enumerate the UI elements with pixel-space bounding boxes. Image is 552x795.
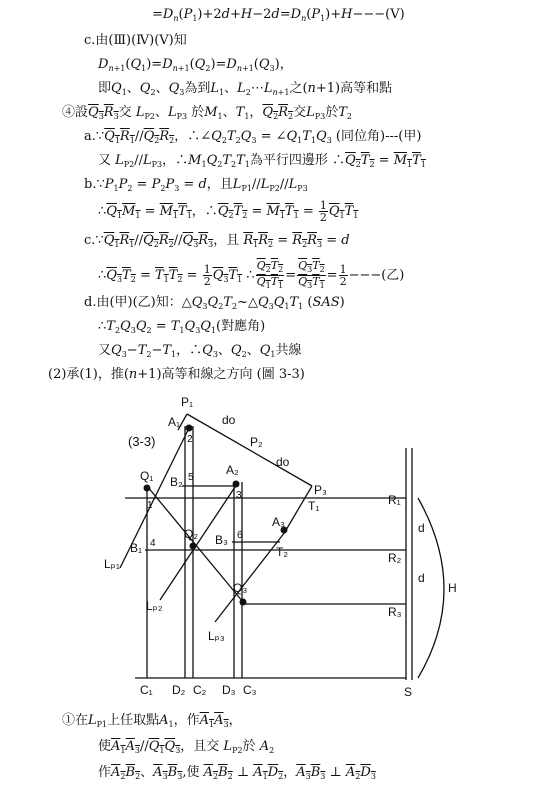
label-c1: C₁ (140, 683, 153, 697)
text-line-5: ④設$Q_3R_3$交 $L_{P2}$、$L_{P3}$ 於$M_1$、$T_1$，$Q_2R_2$交$L_{P3}$於$T_2$ (62, 105, 352, 121)
label-a2: A₂ (226, 463, 239, 477)
num-5: 5 (188, 472, 194, 483)
text-line-17: 使$A_1A_3//Q_1Q_3$，且交 $L_{P2}$於 $A_2$ (98, 739, 275, 755)
text-line-2: c.由(Ⅲ)(Ⅳ)(Ⅴ)知 (84, 33, 187, 48)
text-line-4: 即$Q_1$、$Q_2$、$Q_3$為到$L_1$、$L_2\cdots L_{n+1}$之(n+1)高等和點 (98, 81, 393, 97)
label-r2: R₂ (388, 551, 402, 565)
text-line-14: 又$Q_3-T_2-T_1$，$\therefore Q_3$、$Q_2$、$Q_1$共線 (98, 343, 302, 359)
label-p2: P₂ (250, 435, 263, 449)
label-q3: Q₃ (233, 581, 248, 595)
label-t1: T₁ (308, 499, 320, 513)
text-line-8: $b.\because P_1P_2 = P_2P_3 = d$，且$L_{P1}//L_{P2}//L_{P3}$ (84, 177, 308, 193)
label-b1: B₁ (130, 541, 143, 555)
text-line-6: $a.\because Q_1R_1//Q_2R_2$，$\therefore\angle Q_2T_2Q_3$ = $\angle Q_1T_1Q_3$ (同位角)---(甲) (84, 129, 422, 145)
label-h: H (448, 581, 457, 595)
label-do-lower: do (276, 455, 290, 469)
label-b3: B₃ (215, 533, 228, 547)
label-t2: T₂ (276, 545, 288, 559)
num-4: 4 (150, 538, 156, 549)
label-lp3: Lₚ₃ (208, 629, 225, 643)
text-line-16: ①在$L_{P1}$上任取點$A_1$，作$A_1A_3$， (62, 713, 242, 729)
label-d2: D₂ (172, 683, 186, 697)
label-c3: C₃ (243, 683, 257, 697)
label-q1: Q₁ (140, 469, 154, 483)
label-d-upper: d (418, 521, 425, 535)
label-p3: P₃ (314, 483, 327, 497)
label-r3: R₃ (388, 605, 402, 619)
text-line-10: $c.\because Q_1R_1//Q_2R_2//Q_3R_3$，且 $R_1R_2 = R_2R_3 = d$ (84, 233, 350, 249)
label-b2: B₂ (170, 475, 183, 489)
text-line-7: 又 $L_{P2}//L_{P3}$，$\therefore M_1Q_2T_2T_1$為平行四邊形 $\therefore Q_2T_2 = M_1T_1$ (98, 153, 426, 169)
label-p1: P₁ (181, 395, 194, 409)
label-s: S (404, 685, 413, 699)
label-lp1: Lₚ₁ (104, 557, 120, 571)
label-d3: D₃ (222, 683, 236, 697)
text-line-11: $\therefore Q_3T_2 = T_1T_2$ = $\frac{1}{2}$ $Q_3T_1$ ∴ $\frac{Q_2T_2}{Q_1T_1}$ = $\frac{Q_3T_2}{Q_3T_1}$ = $\frac{1}{2}$ −−−(乙) (98, 259, 405, 290)
label-c2: C₂ (193, 683, 207, 697)
num-3: 3 (236, 490, 242, 501)
label-a3: A₃ (272, 515, 285, 529)
text-line-1: $=D_n(P_1)+2d+H-2d=D_n(P_1)+H---(Ⅴ)$ (152, 7, 405, 23)
geometry-figure (0, 390, 552, 710)
text-line-12: d.由(甲)(乙)知：$\triangle Q_3Q_2T_2\sim\triangle Q_3Q_1T_1$ (SAS) (84, 295, 345, 311)
label-r1: R₁ (388, 493, 401, 507)
label-lp2: Lₚ₂ (146, 599, 163, 613)
label-a1: A₁ (168, 415, 181, 429)
figure-title: (3-3) (128, 434, 156, 449)
text-line-3: $D_{n+1}(Q_1)=D_{n+1}(Q_2)=D_{n+1}(Q_3)$， (98, 57, 293, 73)
text-line-13: $\therefore T_2Q_3Q_2 = T_1Q_3Q_1$(對應角) (98, 319, 266, 335)
num-2: 2 (187, 434, 193, 445)
label-q2: Q₂ (184, 527, 198, 541)
text-line-18: 作$A_2B_2$、$A_3B_3$,使 $A_2B_2$ ⊥ $A_1D_2$，$A_3B_3$ ⊥ $A_2D_3$ (98, 765, 376, 781)
text-line-15: (2)承(1)，推(n+1)高等和線之方向 (圖 3-3) (48, 367, 305, 382)
num-1: 1 (147, 500, 153, 511)
label-d-lower: d (418, 571, 425, 585)
label-do-upper: do (222, 413, 236, 427)
text-line-9: $\therefore Q_1M_1 = M_1T_1$，$\therefore Q_2T_2 = M_1T_1$ = $\frac{1}{2}$ $Q_1T_1$ (98, 199, 359, 224)
num-6: 6 (237, 530, 243, 541)
